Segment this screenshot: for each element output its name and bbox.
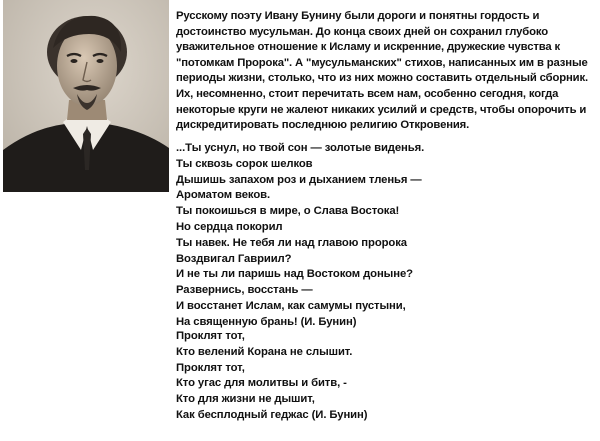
poem-line: И восстанет Ислам, как самумы пустыни, (176, 299, 406, 312)
poem-line: Проклят тот, (176, 330, 245, 342)
poem-line: И не ты ли паришь над Востоком доныне? (176, 268, 413, 281)
poem-second (176, 329, 367, 424)
poem-line: Кто велений Корана не слышит. (176, 345, 353, 358)
poem-line: Ты покоишься в мире, о Слава Востока! (176, 205, 400, 218)
poem-line: Ты навек. Не тебя ли над главою пророка (176, 236, 407, 249)
poem-line: Ароматом веков. (176, 189, 270, 202)
poem-line: Но сердца покорил (176, 220, 283, 233)
poem-line: Дышишь запахом роз и дыханием тленья — (176, 173, 422, 186)
poem-line: Развернись, восстань — (176, 284, 313, 297)
poem-line: Кто для жизни не дышит, (176, 393, 315, 406)
portrait-photo (3, 0, 169, 192)
poem-line: Как бесплодный геджас (И. Бунин) (176, 408, 368, 421)
intro-paragraph: Русскому поэту Ивану Бунину были дороги и понятны гордость и достоинство мусульман. До конца своих дней он сохранил глубоко уважительное отношение к Исламу и искренние, дружеские чувства к "потомкам Пророка". А "мусульманских" стихов, написанных им в разные периоды жизни, столько, что из них можно составить отдельный сборник. Их, несомненно, стоит перечитать всем нам, особенно сегодня, когда некоторые круги не жалеют никаких усилий и средств, чтобы опорочить и дискредитировать последнюю религию Откровения. (176, 10, 588, 132)
poem-line: Воздвигал Гавриил? (176, 252, 292, 265)
poem-line: Проклят тот, (176, 361, 245, 374)
poem-line: ...Ты уснул, но твой сон — золотые виденья. (176, 142, 425, 154)
poem-line: Кто угас для молитвы и битв, - (176, 377, 347, 390)
poem-line: Ты сквозь сорок шелков (176, 157, 313, 170)
poem-first (176, 141, 424, 331)
poem-line: На священную брань! (И. Бунин) (176, 315, 357, 328)
